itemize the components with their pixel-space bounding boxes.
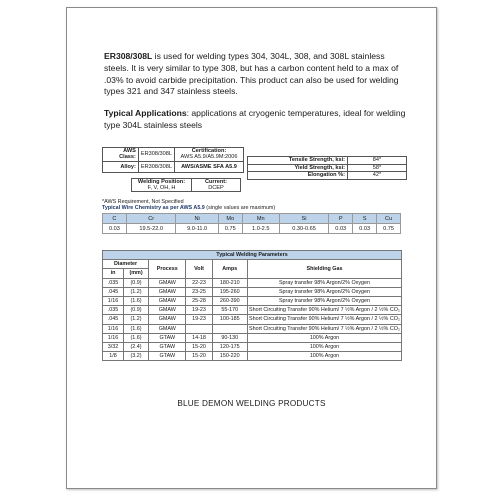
table-row: [103, 148, 244, 162]
process-cell: GMAW: [149, 278, 186, 287]
asme-spec: AWS/ASME SFA A5.9: [175, 161, 244, 172]
volt-cell: [186, 324, 212, 333]
volt-cell: 22-23: [186, 278, 212, 287]
product-description-text: is used for welding types 304, 304L, 308, and 308L stainless steels. It is very similar to type 308, but has a carbon content held to a max of .03% to avoid carbide precipitation. This product can also be used for welding types 321 and 347 stainless steels.: [104, 51, 399, 97]
chem-header: Cr: [126, 214, 176, 224]
volt-cell: 19-23: [186, 306, 212, 315]
amps-header: Amps: [212, 260, 247, 278]
tensile-strength-label: Tensile Strength, ksi:: [248, 157, 348, 165]
amps-cell: [212, 324, 247, 333]
amps-cell: 90-130: [212, 333, 247, 342]
chem-value: 19.5-22.0: [126, 224, 176, 234]
volt-cell: 19-23: [186, 315, 212, 324]
company-footer: BLUE DEMON WELDING PRODUCTS: [177, 399, 326, 408]
chem-header: Mo: [218, 214, 242, 224]
table-row: [248, 172, 407, 180]
diameter-in-cell: 3/32: [103, 342, 124, 351]
table-row: [103, 278, 402, 287]
amps-cell: 195-260: [212, 287, 247, 296]
chem-header: Si: [279, 214, 329, 224]
table-row: [103, 260, 402, 269]
chem-header: P: [329, 214, 353, 224]
chem-header: Ni: [176, 214, 218, 224]
volt-cell: 15-20: [186, 352, 212, 361]
welding-parameters-body: [103, 278, 402, 361]
table-row: [103, 296, 402, 305]
process-cell: GMAW: [149, 306, 186, 315]
chemistry-subtitle: (single values are maximum): [204, 205, 276, 211]
shielding-gas-cell: Spray transfer 98% Argon/2% Oxygen: [248, 278, 402, 287]
product-name: ER308/308L: [104, 51, 153, 61]
process-cell: GMAW: [149, 287, 186, 296]
aws-class-label: AWS Class:: [103, 148, 139, 162]
amps-cell: 55-170: [212, 306, 247, 315]
chem-value: 1.0-2.5: [242, 224, 279, 234]
diameter-mm-cell: (0.9): [123, 278, 148, 287]
diameter-mm-cell: (3.2): [123, 352, 148, 361]
table-row: [103, 161, 244, 172]
diameter-in-cell: 1/16: [103, 324, 124, 333]
current-label: Current:: [204, 179, 228, 185]
chem-value: 0.30-0.65: [279, 224, 329, 234]
notes: [102, 199, 275, 211]
chemistry-title-bold: Typical Wire Chemistry as per AWS A5.9: [102, 205, 205, 211]
elongation-value: 42*: [348, 172, 407, 180]
diameter-in-cell: .045: [103, 315, 124, 324]
table-row: [132, 179, 241, 192]
table-row: [103, 251, 402, 260]
diameter-mm-cell: (1.2): [123, 315, 148, 324]
yield-strength-label: Yield Strength, ksi:: [248, 164, 348, 172]
product-description: [104, 51, 406, 98]
chemistry-title: [102, 205, 275, 211]
table-row: [248, 157, 407, 165]
wire-chemistry-table: [102, 213, 401, 234]
aws-requirement-note: *AWS Requirement, Not Specified: [102, 199, 184, 205]
chem-value: 0.75: [377, 224, 401, 234]
chem-value: 0.03: [103, 224, 127, 234]
certification-cell: [175, 148, 244, 162]
amps-cell: 120-175: [212, 342, 247, 351]
mechanical-properties-table: [247, 156, 407, 180]
table-row: [103, 306, 402, 315]
elongation-label: Elongation %:: [248, 172, 348, 180]
welding-parameters-title: Typical Welding Parameters: [103, 251, 402, 260]
shielding-gas-cell: 100% Argon: [248, 333, 402, 342]
typical-applications: [104, 108, 406, 132]
table-row: [103, 315, 402, 324]
chem-value: 0.03: [329, 224, 353, 234]
welding-position-value: F, V, OH, H: [147, 185, 176, 192]
spec-sheet: [66, 7, 437, 489]
shielding-gas-cell: Short Circuiting Transfer 90% Helium/ 7 ½% Argon / 2 ½% CO₂: [249, 325, 400, 332]
chem-header: S: [353, 214, 377, 224]
welding-parameters-table: [102, 250, 402, 361]
certification-label: Certification:: [191, 148, 227, 155]
process-cell: GTAW: [149, 333, 186, 342]
shielding-gas-cell: Short Circuiting Transfer 90% Helium/ 7 ½% Argon / 2 ½% CO₂: [249, 307, 400, 314]
volt-cell: 25-28: [186, 296, 212, 305]
certification-value: AWS A5.9/A5.9M:2006: [180, 154, 238, 161]
applications-label: Typical Applications: [104, 108, 187, 118]
diameter-mm-cell: (0.9): [123, 306, 148, 315]
diameter-mm-cell: (1.6): [123, 333, 148, 342]
diameter-in-cell: .045: [103, 287, 124, 296]
mm-header: (mm): [123, 269, 148, 278]
diameter-in-cell: 1/16: [103, 333, 124, 342]
amps-cell: 100-185: [212, 315, 247, 324]
amps-cell: 180-210: [212, 278, 247, 287]
process-cell: GMAW: [149, 296, 186, 305]
welding-position-label: Welding Position:: [137, 179, 186, 185]
shielding-gas-header: Shielding Gas: [248, 260, 402, 278]
amps-cell: 260-390: [212, 296, 247, 305]
volt-cell: 23-25: [186, 287, 212, 296]
current-cell: [192, 179, 241, 192]
table-row: [248, 164, 407, 172]
process-cell: GMAW: [149, 324, 186, 333]
process-cell: GTAW: [149, 352, 186, 361]
table-row: [103, 333, 402, 342]
volt-cell: 15-20: [186, 342, 212, 351]
table-row: [103, 214, 401, 224]
position-current-table: [131, 178, 241, 192]
diameter-in-cell: 1/16: [103, 296, 124, 305]
classification-table: [102, 147, 244, 173]
shielding-gas-cell: Short Circuiting Transfer 90% Helium/ 7 ½% Argon / 2 ½% CO₂: [249, 316, 400, 323]
process-cell: GTAW: [149, 342, 186, 351]
chem-value: 9.0-11.0: [176, 224, 218, 234]
process-header: Process: [149, 260, 186, 278]
yield-strength-value: 58*: [348, 164, 407, 172]
current-value: DCEP: [208, 185, 224, 192]
diameter-mm-cell: (1.2): [123, 287, 148, 296]
tensile-strength-value: 84*: [348, 157, 407, 165]
diameter-in-cell: .035: [103, 306, 124, 315]
chem-header: Mn: [242, 214, 279, 224]
welding-position-cell: [132, 179, 192, 192]
table-row: [103, 224, 401, 234]
volt-cell: 14-18: [186, 333, 212, 342]
chem-header: Cu: [377, 214, 401, 224]
table-row: [103, 342, 402, 351]
chem-header: C: [103, 214, 127, 224]
process-cell: GMAW: [149, 315, 186, 324]
diameter-header: Diameter: [103, 260, 149, 269]
chem-value: 0.03: [353, 224, 377, 234]
diameter-in-cell: 1/8: [103, 352, 124, 361]
table-row: [103, 352, 402, 361]
alloy-label: Alloy:: [103, 161, 139, 172]
table-row: [103, 287, 402, 296]
diameter-in-cell: .035: [103, 278, 124, 287]
chem-value: 0.75: [218, 224, 242, 234]
shielding-gas-cell: Spray transfer 98% Argon/2% Oxygen: [248, 296, 402, 305]
table-row: [103, 324, 402, 333]
shielding-gas-cell: Spray transfer 98% Argon/2% Oxygen: [248, 287, 402, 296]
applications-text: : applications at cryogenic temperatures, ideal for welding type 304L stainless steels: [104, 108, 406, 130]
alloy-value: ER308/308L: [138, 161, 174, 172]
diameter-mm-cell: (1.6): [123, 324, 148, 333]
amps-cell: 150-220: [212, 352, 247, 361]
volt-header: Volt: [186, 260, 212, 278]
diameter-mm-cell: (1.6): [123, 296, 148, 305]
aws-class-value: ER308/308L: [138, 148, 174, 162]
diameter-mm-cell: (2.4): [123, 342, 148, 351]
shielding-gas-cell: 100% Argon: [248, 352, 402, 361]
in-header: in: [103, 269, 124, 278]
shielding-gas-cell: 100% Argon: [248, 342, 402, 351]
